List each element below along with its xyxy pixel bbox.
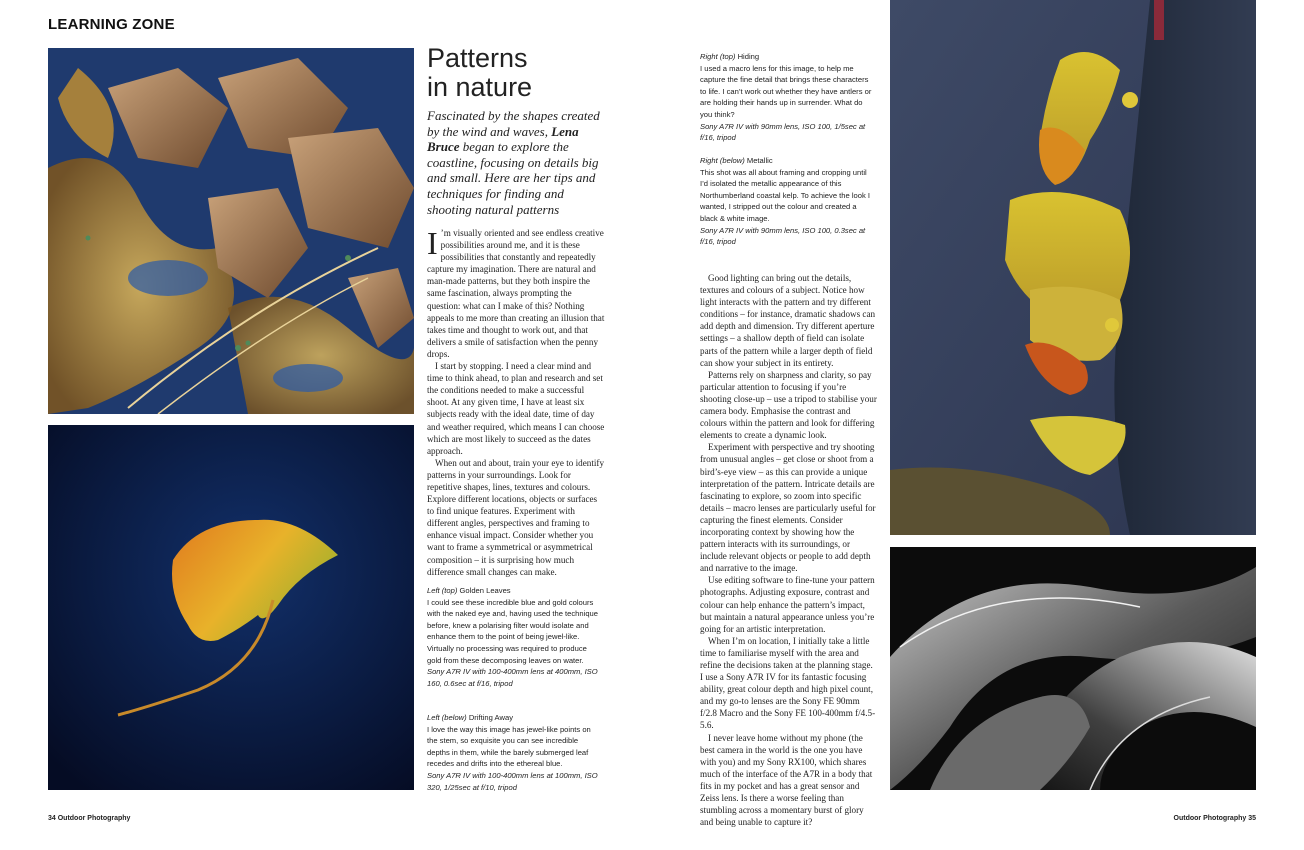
caption-hiding — [700, 51, 876, 144]
photo-hiding — [890, 0, 1256, 535]
caption-spec: Sony A7R IV with 90mm lens, ISO 100, 1/5sec at f/16, tripod — [700, 121, 866, 143]
section-label: LEARNING ZONE — [48, 16, 175, 33]
photo-metallic — [890, 547, 1256, 790]
title-line-1: Patterns — [427, 43, 528, 73]
standfirst-text-2: began to explore the coastline, focusing on details big and small. Here are her tips and techniques for finding and shooting natural patterns — [427, 139, 599, 217]
body-paragraph-2: I start by stopping. I need a clear mind and time to think ahead, to plan and research and set the conditions needed to make a successful shoot. At any given time, I have at least six subjects ready with the ideal date, time of day and weather required, which means I can choose which are most likely to succeed as the dates approach. — [427, 361, 605, 456]
body-paragraph-1 — [427, 227, 605, 360]
caption-title: Drifting Away — [468, 713, 513, 722]
caption-text: I love the way this image has jewel-like points on the stem, so exquisite you can see incredible depths in them, while the barely submerged leaf recedes and drifts into the ethereal blue. — [427, 724, 591, 769]
body-paragraph-5: Patterns rely on sharpness and clarity, so pay particular attention to focusing if you’re shooting close-up – use a tripod to stabilise your camera body. Emphasise the contrast and colours within the pattern and look for differing elements to create a dynamic look. — [700, 369, 877, 441]
caption-golden-leaves — [427, 585, 599, 689]
body-paragraph-6: Experiment with perspective and try shooting from unusual angles – get close or shoot from a bird’s-eye view – as this can provide a unique interpretation of the pattern. Intricate details are fascinating to explore, so zoom into specific details – macro lenses are particularly useful for capturing the finest elements. Consider incorporating context by showing how the pattern interacts with its surroundings, or include relevant objects or people to add depth and narrative to the image. — [700, 442, 876, 574]
caption-text: This shot was all about framing and cropping until I’d isolated the metallic appearance of this Northumberland coastal kelp. To achieve the look I wanted, I stripped out the colour and created a black & white image. — [700, 167, 870, 223]
standfirst-text-1: Fascinated by the shapes created by the wind and waves, — [427, 108, 600, 139]
caption-title: Golden Leaves — [459, 586, 511, 595]
caption-text: I used a macro lens for this image, to help me capture the fine detail that brings these characters to life. I can’t work out whether they have antlers or are holding their hands up in surrender. What do you think? — [700, 63, 872, 119]
caption-direction: Right (top) — [700, 52, 736, 61]
author-name: Lena Bruce — [427, 123, 579, 155]
body-paragraph-8: When I’m on location, I initially take a little time to familiarise myself with the area and refine the decisions taken at the planning stage. I use a Sony A7R IV for its fantastic focusing ability, great colour depth and high pixel count, and my go-to lenses are the Sony FE 90mm f/2.8 Macro and the Sony FE 100-400mm f/4.5-5.6. — [700, 635, 876, 731]
photo-drifting-away — [48, 425, 414, 790]
body-paragraph-7: Use editing software to fine-tune your pattern photographs. Adjusting exposure, contrast and colour can help enhance the pattern’s impact, but maintain a natural appearance unless you’re going for an artistic interpretation. — [700, 575, 875, 634]
body-paragraph-1-text: ’m visually oriented and see endless creative possibilities around me, and it is these possibilities that constantly and repeatedly capture my imagination. There are natural and man-made patterns, but they both inspire the same fascination, always prompting the question: what can I make of this? Nothing appeals to me more than creating an illusion that takes time and thought to work out, and that delivers a smile of satisfaction when the penny drops. — [427, 228, 605, 359]
caption-spec: Sony A7R IV with 90mm lens, ISO 100, 0.3sec at f/16, tripod — [700, 225, 866, 247]
photo-golden-leaves — [48, 48, 414, 414]
caption-title: Hiding — [737, 52, 760, 61]
folio-right: Outdoor Photography 35 — [1173, 815, 1256, 822]
caption-direction: Left (top) — [427, 586, 458, 595]
caption-drifting-away — [427, 712, 599, 793]
standfirst — [427, 108, 605, 217]
folio-left: 34 Outdoor Photography — [48, 815, 131, 822]
body-column-left — [427, 227, 605, 578]
body-paragraph-3: When out and about, train your eye to identify patterns in your surroundings. Look for repetitive shapes, lines, textures and colours. Explore different locations, objects or surfaces to find unique features. Experiment with different angles, perspectives and framing to enhance visual impact. Consider whether you want to frame a symmetrical or asymmetrical composition – it is surprising how much difference small changes can make. — [427, 457, 605, 577]
caption-spec: Sony A7R IV with 100-400mm lens at 400mm, ISO 160, 0.6sec at f/16, tripod — [427, 667, 598, 688]
caption-direction: Left (below) — [427, 713, 467, 722]
body-column-right — [700, 272, 878, 828]
article-title — [427, 44, 607, 102]
caption-title: Metallic — [746, 156, 773, 165]
body-paragraph-4: Good lighting can bring out the details, textures and colours of a subject. Notice how light interacts with the pattern and try different conditions – for instance, dramatic shadows can add depth and dimension. Try different aperture settings – a shallow depth of field can isolate parts of the pattern while a larger depth of field can show your subject in its entirety. — [700, 273, 876, 368]
caption-spec: Sony A7R IV with 100-400mm lens at 100mm, ISO 320, 1/25sec at f/10, tripod — [427, 770, 598, 792]
drop-cap: I — [427, 225, 438, 261]
caption-direction: Right (below) — [700, 156, 745, 165]
caption-metallic — [700, 155, 876, 248]
title-line-2: in nature — [427, 72, 533, 102]
body-paragraph-9: I never leave home without my phone (the best camera in the world is the one you have with you) and my Sony RX100, which shares much of the interface of the A7R in a body that fits in my pocket and has a great sensor and Zeiss lens. Is there a worse feeling than stumbling across a momentary burst of glory and being unable to capture it? — [700, 732, 873, 828]
caption-text: I could see these incredible blue and gold colours with the naked eye and, having used the technique before, knew a polarising filter would isolate and enhance them to the point of being jewel-like. Virtually no processing was required to produce gold from these decomposing leaves on water. — [427, 597, 598, 665]
